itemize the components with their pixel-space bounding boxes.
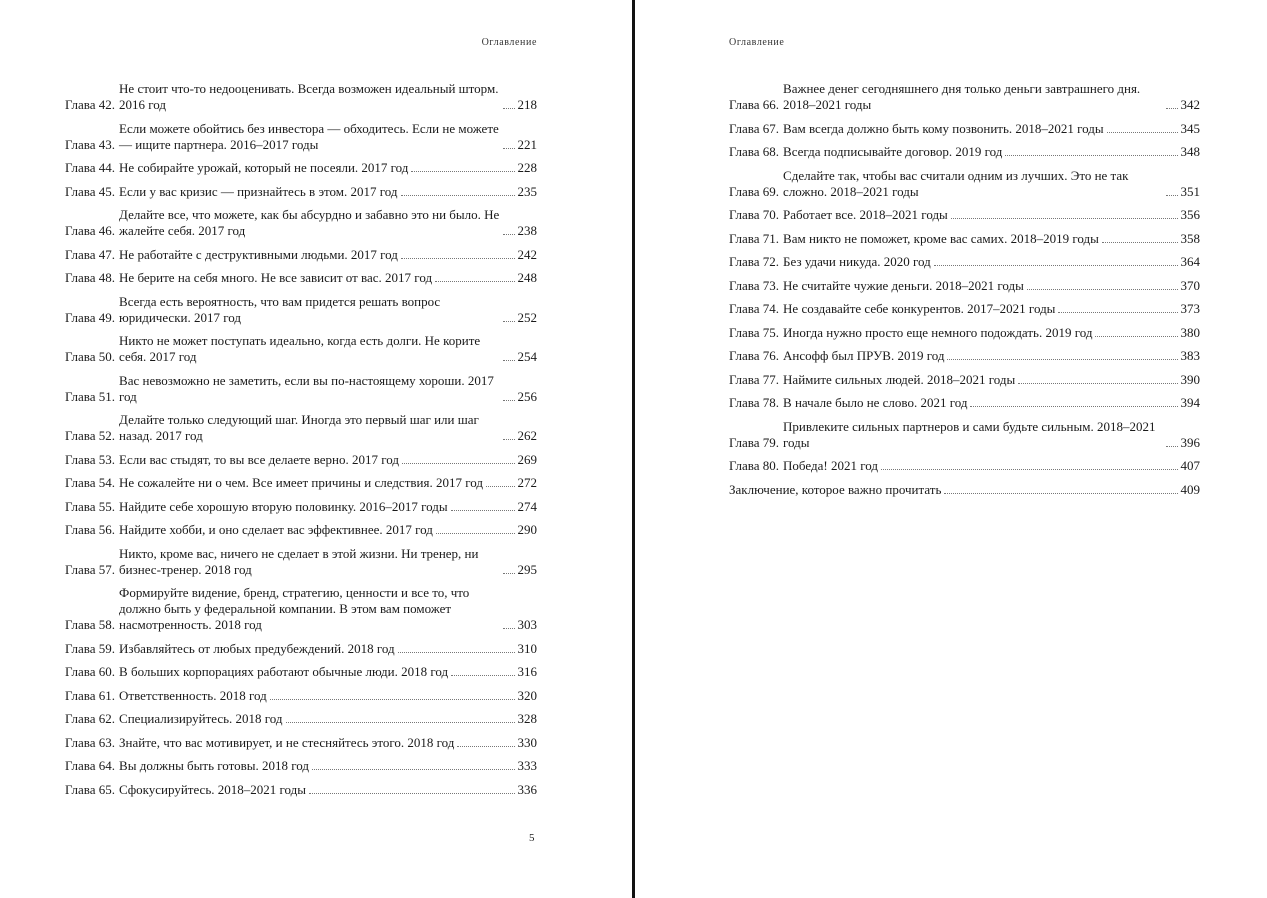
chapter-number: Глава 59. (65, 640, 116, 656)
chapter-number: Глава 54. (65, 475, 116, 490)
chapter-page-number: 316 (517, 664, 537, 679)
chapter-page-number: 254 (517, 349, 537, 364)
toc-entry[interactable] (65, 546, 537, 578)
toc-entry[interactable] (729, 81, 1200, 113)
chapter-number: Глава 52. (65, 428, 116, 443)
chapter-page-number: 256 (517, 388, 537, 404)
chapter-number: Глава 62. (65, 711, 116, 726)
page-number: 5 (529, 832, 535, 844)
chapter-number: Глава 51. (65, 388, 116, 404)
chapter-title: Специализируйтесь. 2018 год (119, 711, 283, 726)
chapter-number: Глава 75. (729, 324, 780, 340)
chapter-number: Глава 69. (729, 183, 780, 199)
toc-entry[interactable] (729, 419, 1200, 451)
dot-leader (270, 698, 515, 700)
chapter-page-number: 370 (1180, 277, 1200, 293)
dot-leader (503, 233, 515, 235)
chapter-title: Заключение, которое важно прочитать (729, 481, 942, 497)
dot-leader (486, 485, 515, 487)
chapter-title: Не сожалейте ни о чем. Все имеет причины и следствия. 2017 год (119, 475, 483, 490)
chapter-page-number: 364 (1180, 254, 1200, 269)
dot-leader (944, 492, 1177, 494)
toc-entry[interactable] (65, 782, 537, 798)
dot-leader (1166, 445, 1178, 447)
toc-entry[interactable] (65, 207, 537, 239)
chapter-title: В начале было не слово. 2021 год (783, 395, 968, 410)
chapter-page-number: 328 (517, 711, 537, 726)
chapter-page-number: 407 (1180, 458, 1200, 473)
chapter-title: В больших корпорациях работают обычные люди. 2018 год (119, 664, 449, 679)
chapter-title: Вам никто не поможет, кроме вас самих. 2018–2019 годы (783, 230, 1099, 246)
toc-entry[interactable] (65, 247, 537, 263)
running-head: Оглавление (481, 37, 537, 48)
toc-entry[interactable] (729, 372, 1200, 388)
dot-leader (1102, 241, 1178, 243)
chapter-number: Глава 66. (729, 97, 780, 112)
chapter-number: Глава 80. (729, 458, 780, 473)
chapter-page-number: 228 (517, 160, 537, 175)
dot-leader (401, 194, 515, 196)
chapter-page-number: 336 (517, 781, 537, 797)
toc-entry[interactable] (729, 168, 1200, 200)
chapter-number: Глава 60. (65, 664, 116, 679)
chapter-page-number: 310 (517, 640, 537, 656)
chapter-number: Глава 53. (65, 451, 116, 467)
chapter-page-number: 303 (517, 617, 537, 632)
chapter-page-number: 272 (517, 475, 537, 490)
toc-entry[interactable] (65, 475, 537, 491)
chapter-title: Если у вас кризис — признайтесь в этом. 2017 год (119, 183, 398, 199)
dot-leader (970, 405, 1177, 407)
chapter-page-number: 320 (517, 687, 537, 703)
chapter-number: Глава 48. (65, 270, 116, 285)
chapter-number: Глава 56. (65, 522, 116, 537)
dot-leader (503, 399, 515, 401)
toc-entry[interactable] (729, 395, 1200, 411)
chapter-title: Сделайте так, чтобы вас считали одним из лучших. Это не так сложно. 2018–2021 годы (783, 167, 1129, 199)
chapter-number: Глава 46. (65, 223, 116, 238)
toc-entry[interactable] (729, 207, 1200, 223)
chapter-page-number: 358 (1180, 230, 1200, 246)
dot-leader (457, 745, 514, 747)
chapter-number: Глава 70. (729, 207, 780, 222)
dot-leader (503, 107, 515, 109)
chapter-title: Если можете обойтись без инвестора — обходитесь. Если не можете — ищите партнера. 2016–2017 годы (119, 120, 499, 152)
chapter-title: Важнее денег сегодняшнего дня только деньги завтрашнего дня. 2018–2021 годы (783, 81, 1141, 112)
dot-leader (312, 768, 515, 770)
chapter-number: Глава 72. (729, 254, 780, 269)
chapter-title: Всегда есть вероятность, что вам придется решать вопрос юридически. 2017 год (119, 293, 441, 325)
toc-entry[interactable] (729, 144, 1200, 160)
chapter-page-number: 242 (517, 246, 537, 262)
chapter-title: Не считайте чужие деньги. 2018–2021 годы (783, 277, 1024, 293)
toc-entry[interactable] (65, 184, 537, 200)
chapter-title: Найдите себе хорошую вторую половинку. 2016–2017 годы (119, 498, 448, 514)
chapter-title: Не работайте с деструктивными людьми. 2017 год (119, 246, 398, 262)
chapter-number: Глава 79. (729, 434, 780, 450)
chapter-page-number: 269 (517, 451, 537, 467)
toc-entry[interactable] (65, 688, 537, 704)
chapter-page-number: 380 (1180, 324, 1200, 340)
toc-entry[interactable] (65, 452, 537, 468)
dot-leader (951, 217, 1178, 219)
chapter-page-number: 390 (1180, 371, 1200, 387)
chapter-number: Глава 58. (65, 617, 116, 632)
chapter-number: Глава 74. (729, 301, 780, 316)
chapter-page-number: 351 (1180, 183, 1200, 199)
toc-entry[interactable] (729, 231, 1200, 247)
chapter-title: Не стоит что-то недооценивать. Всегда возможен идеальный шторм. 2016 год (119, 81, 499, 112)
chapter-title: Сфокусируйтесь. 2018–2021 годы (119, 781, 306, 797)
chapter-page-number: 262 (517, 428, 537, 443)
chapter-title: Вам всегда должно быть кому позвонить. 2018–2021 годы (783, 120, 1104, 136)
dot-leader (881, 468, 1178, 470)
chapter-number: Глава 57. (65, 561, 116, 577)
chapter-number: Глава 65. (65, 781, 116, 797)
chapter-page-number: 342 (1180, 97, 1200, 112)
dot-leader (436, 532, 515, 534)
chapter-page-number: 221 (517, 136, 537, 152)
dot-leader (1018, 382, 1177, 384)
chapter-page-number: 218 (517, 97, 537, 112)
chapter-title: Ответственность. 2018 год (119, 687, 267, 703)
chapter-number: Глава 77. (729, 371, 780, 387)
chapter-title: Не собирайте урожай, который не посеяли. 2017 год (119, 160, 409, 175)
chapter-page-number: 235 (517, 183, 537, 199)
toc-entry[interactable] (65, 333, 537, 365)
chapter-title: Ансофф был ПРУВ. 2019 год (783, 348, 945, 363)
chapter-number: Глава 50. (65, 349, 116, 364)
chapter-page-number: 373 (1180, 301, 1200, 316)
running-head: Оглавление (729, 37, 785, 48)
chapter-number: Глава 78. (729, 395, 780, 410)
chapter-page-number: 333 (517, 758, 537, 773)
chapter-number: Глава 45. (65, 183, 116, 199)
dot-leader (451, 674, 514, 676)
chapter-title: Привлеките сильных партнеров и сами будьте сильным. 2018–2021 годы (783, 418, 1156, 450)
dot-leader (1027, 288, 1178, 290)
dot-leader (503, 627, 515, 629)
chapter-page-number: 409 (1180, 481, 1200, 497)
table-of-contents (729, 81, 1200, 505)
toc-entry[interactable] (65, 522, 537, 538)
chapter-number: Глава 44. (65, 160, 116, 175)
dot-leader (398, 651, 515, 653)
chapter-number: Глава 68. (729, 144, 780, 159)
chapter-title: Работает все. 2018–2021 годы (783, 207, 948, 222)
toc-entry[interactable] (729, 348, 1200, 364)
toc-entry[interactable] (65, 499, 537, 515)
chapter-title: Найдите хобби, и оно сделает вас эффективнее. 2017 год (119, 522, 433, 537)
chapter-number: Глава 63. (65, 734, 116, 750)
chapter-number: Глава 47. (65, 246, 116, 262)
toc-entry[interactable] (65, 758, 537, 774)
toc-entry[interactable] (65, 735, 537, 751)
dot-leader (1058, 311, 1177, 313)
chapter-title: Вы должны быть готовы. 2018 год (119, 758, 309, 773)
table-of-contents (65, 81, 537, 805)
chapter-number: Глава 67. (729, 120, 780, 136)
left-page (0, 0, 632, 898)
dot-leader (503, 359, 515, 361)
chapter-title: Не берите на себя много. Не все зависит от вас. 2017 год (119, 270, 433, 285)
toc-entry[interactable] (729, 254, 1200, 270)
chapter-number: Глава 49. (65, 309, 116, 325)
chapter-page-number: 348 (1180, 144, 1200, 159)
toc-entry[interactable] (65, 270, 537, 286)
chapter-number: Глава 76. (729, 348, 780, 363)
chapter-title: Иногда нужно просто еще немного подождать. 2019 год (783, 324, 1093, 340)
dot-leader (1166, 107, 1178, 109)
dot-leader (1095, 335, 1177, 337)
dot-leader (435, 280, 514, 282)
dot-leader (451, 509, 515, 511)
dot-leader (411, 170, 514, 172)
chapter-number: Глава 71. (729, 230, 780, 246)
chapter-title: Вас невозможно не заметить, если вы по-настоящему хороши. 2017 год (119, 372, 494, 404)
chapter-number: Глава 42. (65, 97, 116, 112)
chapter-title: Формируйте видение, бренд, стратегию, ценности и все то, что должно быть у федеральной компании. В этом вам поможет насмотренность. 2018 год (119, 585, 470, 632)
toc-entry[interactable] (65, 294, 537, 326)
chapter-page-number: 396 (1180, 434, 1200, 450)
chapter-page-number: 252 (517, 309, 537, 325)
chapter-page-number: 383 (1180, 348, 1200, 363)
dot-leader (503, 572, 515, 574)
dot-leader (309, 792, 515, 794)
toc-entry[interactable] (729, 301, 1200, 317)
chapter-number: Глава 73. (729, 277, 780, 293)
chapter-page-number: 345 (1180, 120, 1200, 136)
chapter-title: Избавляйтесь от любых предубеждений. 2018 год (119, 640, 395, 656)
chapter-title: Делайте все, что можете, как бы абсурдно и забавно это ни было. Не жалейте себя. 2017 год (119, 207, 500, 238)
chapter-page-number: 290 (517, 522, 537, 537)
toc-entry[interactable] (65, 81, 537, 113)
toc-entry[interactable] (729, 121, 1200, 137)
chapter-page-number: 356 (1180, 207, 1200, 222)
right-page (635, 0, 1267, 898)
toc-entry[interactable] (65, 160, 537, 176)
toc-entry[interactable] (729, 325, 1200, 341)
dot-leader (503, 320, 515, 322)
chapter-number: Глава 55. (65, 498, 116, 514)
toc-entry[interactable] (729, 482, 1200, 498)
chapter-title: Без удачи никуда. 2020 год (783, 254, 931, 269)
dot-leader (402, 462, 515, 464)
toc-entry[interactable] (65, 121, 537, 153)
chapter-page-number: 295 (517, 561, 537, 577)
dot-leader (947, 358, 1177, 360)
toc-entry[interactable] (729, 458, 1200, 474)
dot-leader (286, 721, 515, 723)
dot-leader (401, 257, 515, 259)
toc-entry[interactable] (65, 711, 537, 727)
chapter-title: Наймите сильных людей. 2018–2021 годы (783, 371, 1016, 387)
chapter-number: Глава 64. (65, 758, 116, 773)
dot-leader (1005, 154, 1177, 156)
dot-leader (1166, 194, 1178, 196)
dot-leader (503, 147, 515, 149)
chapter-number: Глава 43. (65, 136, 116, 152)
chapter-title: Никто не может поступать идеально, когда есть долги. Не корите себя. 2017 год (119, 333, 481, 364)
chapter-page-number: 330 (517, 734, 537, 750)
chapter-title: Победа! 2021 год (783, 458, 878, 473)
chapter-title: Всегда подписывайте договор. 2019 год (783, 144, 1003, 159)
chapter-page-number: 238 (517, 223, 537, 238)
chapter-title: Никто, кроме вас, ничего не сделает в этой жизни. Ни тренер, ни бизнес-тренер. 2018 год (119, 545, 479, 577)
chapter-title: Делайте только следующий шаг. Иногда это первый шаг или шаг назад. 2017 год (119, 412, 479, 443)
chapter-number: Глава 61. (65, 687, 116, 703)
chapter-title: Если вас стыдят, то вы все делаете верно. 2017 год (119, 451, 399, 467)
chapter-page-number: 394 (1180, 395, 1200, 410)
toc-entry[interactable] (65, 585, 537, 633)
toc-entry[interactable] (729, 278, 1200, 294)
dot-leader (934, 264, 1178, 266)
chapter-title: Не создавайте себе конкурентов. 2017–2021 годы (783, 301, 1056, 316)
toc-entry[interactable] (65, 373, 537, 405)
toc-entry[interactable] (65, 412, 537, 444)
dot-leader (503, 438, 515, 440)
dot-leader (1107, 131, 1178, 133)
chapter-page-number: 274 (517, 498, 537, 514)
chapter-page-number: 248 (517, 270, 537, 285)
chapter-title: Знайте, что вас мотивирует, и не стесняйтесь этого. 2018 год (119, 734, 455, 750)
toc-entry[interactable] (65, 664, 537, 680)
toc-entry[interactable] (65, 641, 537, 657)
